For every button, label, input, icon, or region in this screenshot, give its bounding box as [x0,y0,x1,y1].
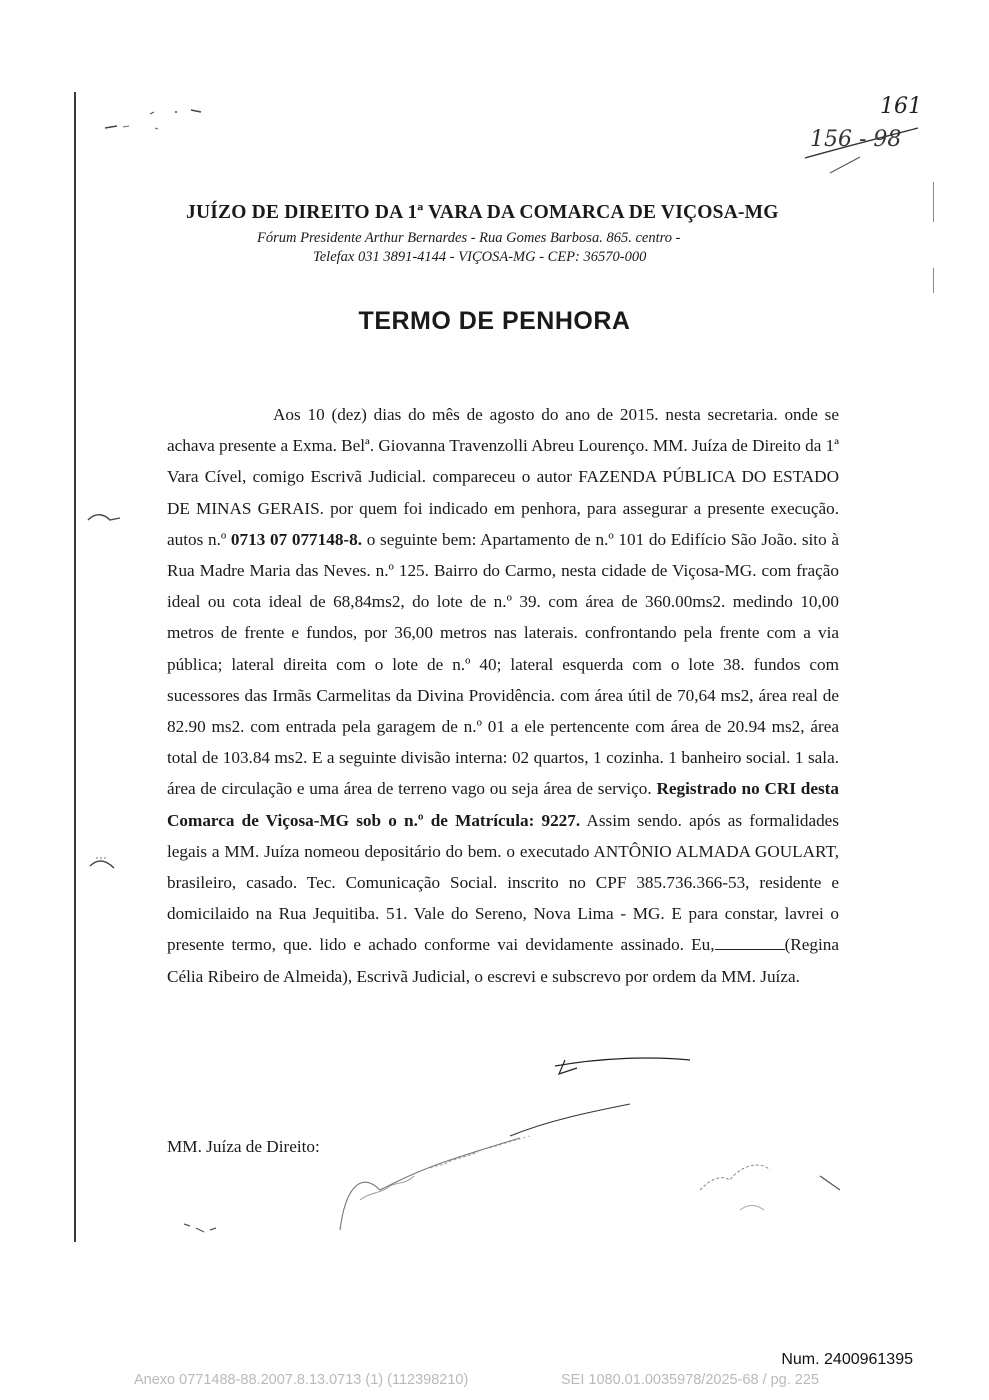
crossed-page-number [800,118,930,178]
document-number: Num. 2400961395 [781,1351,913,1368]
signature-blank [715,935,785,950]
crossed-number-text: 156 - 98 [810,127,902,152]
registry-statement: Registrado no CRI desta Comarca de Viçosa-MG sob o n.º de Matrícula: 9227. [167,779,839,830]
document-body [167,399,839,992]
body-paragraph-part4: (Regina Célia Ribeiro de Almeida), Escrivã Judicial, o escrevi e subscrevo por ordem da MM. Juíza. [167,935,839,986]
annex-reference: Anexo 0771488-88.2007.8.13.0713 (1) (112398210) [134,1372,469,1388]
margin-mark [86,852,126,876]
scan-specks [180,1218,230,1238]
body-paragraph-part1: Aos 10 (dez) dias do mês de agosto do ano de 2015. nesta secretaria. onde se achava presente a Exma. Belª. Giovanna Travenzolli Abreu Lourenço. MM. Juíza de Direito da 1ª Vara Cível, comigo Escrivã Judicial. compareceu o autor FAZENDA PÚBLICA DO ESTADO DE MINAS GERAIS. por quem foi indicado em penhora, para assegurar a presente execução. autos n.º [167,405,839,549]
page-left-edge [74,92,76,1242]
court-address-line2: Telefax 031 3891-4144 - VIÇOSA-MG - CEP: 36570-000 [313,249,647,265]
scan-specks [95,100,225,140]
body-paragraph-part2: o seguinte bem: Apartamento de n.º 101 do Edifício São João. sito à Rua Madre Maria das Neves. n.º 125. Bairro do Carmo, nesta cidade de Viçosa-MG. com fração ideal ou cota ideal de 68,84ms2, do lote de n.º 39. com área de 360.00ms2. medindo 10,00 metros de frente e fundos, por 36,00 metros nas laterais. confrontando pela frente com a via pública; lateral direita com o lote de n.º 40; lateral esquerda com o lote 38. fundos com sucessores das Irmãs Carmelitas da Divina Providência. com área útil de 70,64 ms2, área real de 82.90 ms2. com entrada pela garagem de n.º 01 a ele pertencente com área de 20.94 ms2, área total de 103.84 ms2. E a seguinte divisão interna: 02 quartos, 1 cozinha. 1 banheiro social. 1 sala. área de circulação e uma área de terreno vago ou seja área de serviço. [167,529,839,799]
scan-mark [933,182,934,222]
margin-mark [86,508,126,528]
body-paragraph-part3: Assim sendo. após as formalidades legais a MM. Juíza nomeou depositário do bem. o executado ANTÔNIO ALMADA GOULART, brasileiro, casado. Tec. Comunicação Social. inscrito no CPF 385.736.366-53, residente e domicilaido na Rua Jequitiba. 51. Vale do Sereno, Nova Lima - MG. E para constar, lavrei o presente termo, que. lido e achado conforme vai devidamente assinado. Eu, [167,810,839,955]
court-address-line1: Fórum Presidente Arthur Bernardes - Rua Gomes Barbosa. 865. centro - [257,230,681,246]
document-title: TERMO DE PENHORA [358,307,631,335]
sei-reference: SEI 1080.01.0035978/2025-68 / pg. 225 [561,1372,819,1388]
court-heading: JUÍZO DE DIREITO DA 1ª VARA DA COMARCA DE VIÇOSA-MG [186,202,779,223]
judge-label: MM. Juíza de Direito: [167,1137,320,1156]
judge-signature [320,1120,860,1250]
case-number: 0713 07 077148-8. [230,529,363,549]
scan-mark [933,268,934,293]
page-number-handwritten: 161 [880,94,922,119]
